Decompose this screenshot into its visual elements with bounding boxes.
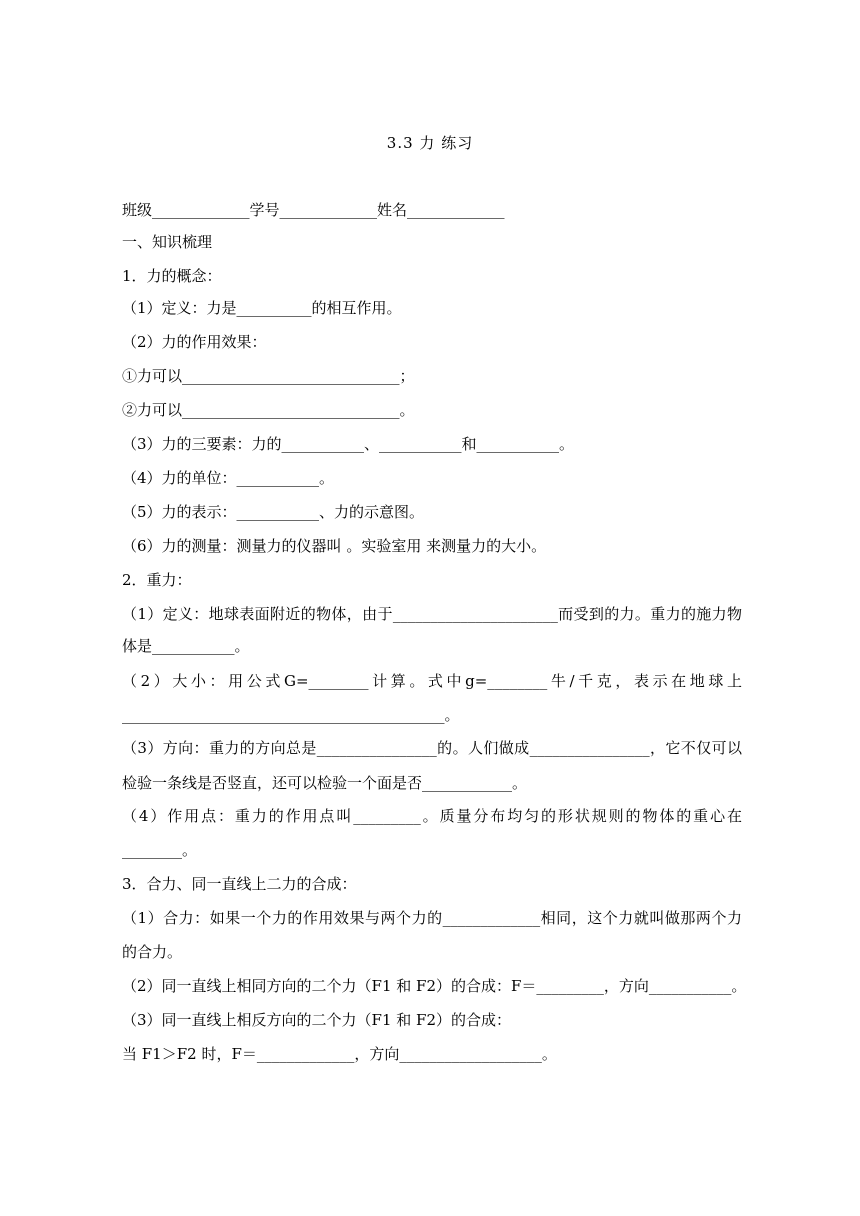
force-measurement-line: （6）力的测量：测量力的仪器叫 。实验室用 来测量力的大小。 [122, 537, 547, 555]
section-heading-knowledge: 一、知识梳理 [122, 233, 213, 251]
same-direction-composition-line: （2）同一直线上相同方向的二个力（F1 和 F2）的合成：F＝_________，方向___________。 [122, 977, 747, 995]
force-effect-heading: （2）力的作用效果： [122, 333, 267, 351]
force-representation-line: （5）力的表示：___________、力的示意图。 [122, 503, 425, 521]
gravity-point-line-2: ________。 [122, 841, 198, 859]
opposite-direction-case-line: 当 F1＞F2 时，F＝_____________，方向___________________。 [122, 1045, 557, 1063]
gravity-direction-line-1: （3）方向：重力的方向总是________________的。人们做成________________，它不仅可以 [122, 739, 742, 757]
student-info-line: 班级_____________学号_____________姓名_____________ [122, 201, 505, 219]
force-unit-line: （4）力的单位：___________。 [122, 469, 335, 487]
opposite-direction-heading: （3）同一直线上相反方向的二个力（F1 和 F2）的合成： [122, 1011, 511, 1029]
force-effect-item-1: ①力可以_____________________________； [122, 367, 415, 385]
force-effect-item-2: ②力可以_____________________________。 [122, 401, 415, 419]
force-three-elements-line: （3）力的三要素：力的___________、___________和___________。 [122, 435, 575, 453]
gravity-definition-line-1: （1）定义：地球表面附近的物体，由于______________________而受到的力。重力的施力物 [122, 605, 742, 623]
gravity-point-line-1: （4）作用点：重力的作用点叫_________。质量分布均匀的形状规则的物体的重心在 [122, 807, 742, 825]
gravity-definition-line-2: 体是___________。 [122, 637, 250, 655]
resultant-definition-line-2: 的合力。 [122, 943, 183, 961]
heading-resultant-force: 3．合力、同一直线上二力的合成： [122, 875, 357, 893]
page-title: 3.3 力 练习 [386, 134, 474, 152]
force-definition-line: （1）定义：力是__________的相互作用。 [122, 299, 402, 317]
heading-force-concept: 1．力的概念： [122, 267, 222, 285]
gravity-direction-line-2: 检验一条线是否竖直，还可以检验一个面是否____________。 [122, 774, 528, 792]
gravity-magnitude-line-2: ___________________________________________。 [122, 706, 460, 724]
heading-gravity: 2．重力： [122, 571, 192, 589]
gravity-magnitude-line-1: （2）大小：用公式G=________计算。式中g=________牛/千克，表示在地球上 [122, 672, 742, 690]
resultant-definition-line-1: （1）合力：如果一个力的作用效果与两个力的_____________相同，这个力就叫做那两个力 [122, 909, 742, 927]
